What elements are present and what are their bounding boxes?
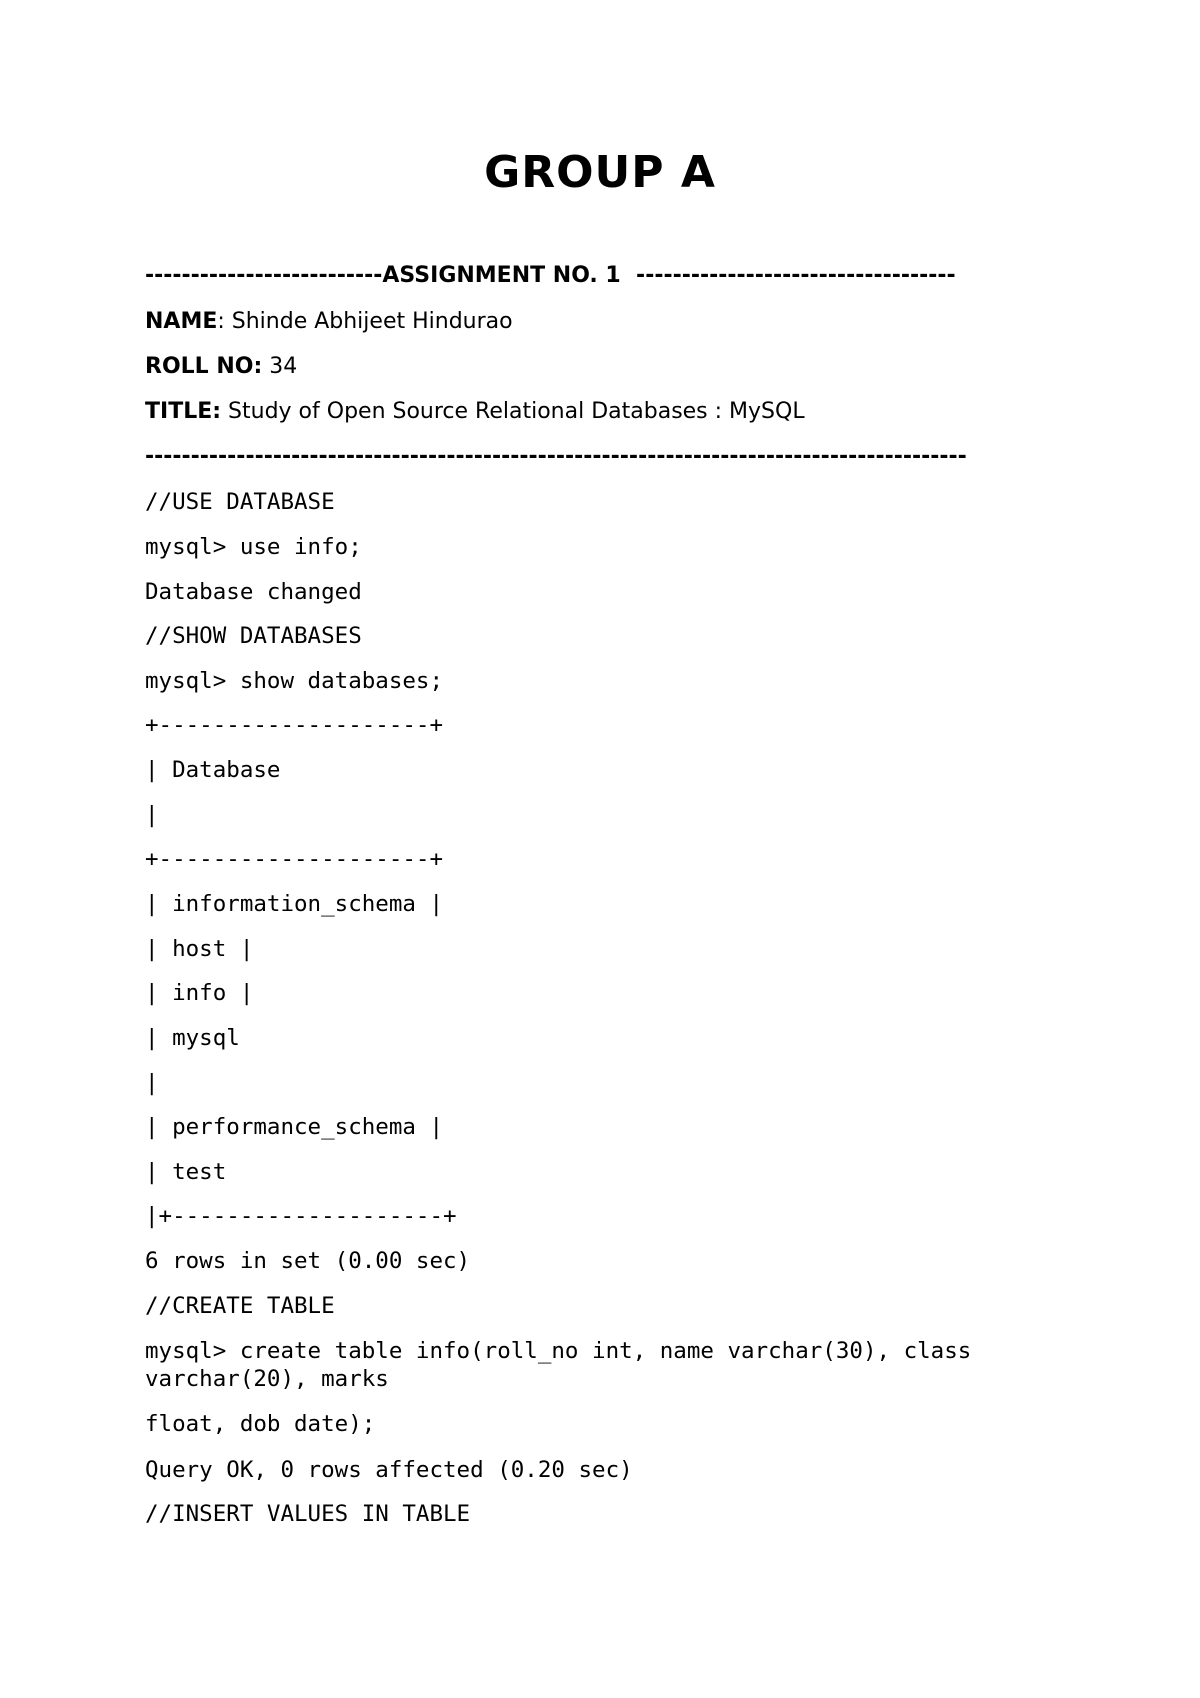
table-row: | performance_schema | — [145, 1114, 444, 1140]
name-field — [145, 308, 513, 336]
table-row: | info | — [145, 980, 254, 1006]
table-border: +--------------------+ — [145, 712, 444, 738]
code-line: mysql> use info; — [145, 534, 362, 560]
code-line: mysql> show databases; — [145, 668, 444, 694]
table-row: | mysql — [145, 1025, 240, 1051]
roll-field — [145, 353, 297, 381]
output-line: Database changed — [145, 579, 362, 605]
table-header: | Database — [145, 757, 281, 783]
table-row: | test — [145, 1159, 227, 1185]
table-row: | information_schema | — [145, 891, 444, 917]
code-line: varchar(20), marks — [145, 1366, 389, 1392]
output-line: Query OK, 0 rows affected (0.20 sec) — [145, 1457, 633, 1483]
output-line: 6 rows in set (0.00 sec) — [145, 1248, 471, 1274]
title-value: Study of Open Source Relational Databases : MySQL — [221, 399, 805, 424]
table-border: +--------------------+ — [145, 846, 444, 872]
separator-rule: ------------------------------------------------------------------------------------------ — [145, 444, 967, 469]
table-line: | — [145, 802, 159, 828]
table-row: | host | — [145, 936, 254, 962]
code-line: mysql> create table info(roll_no int, name varchar(30), class — [145, 1338, 972, 1364]
code-comment: //INSERT VALUES IN TABLE — [145, 1501, 471, 1527]
title-field — [145, 398, 805, 426]
page-title: GROUP A — [484, 147, 716, 198]
code-comment: //USE DATABASE — [145, 489, 335, 515]
title-label: TITLE: — [145, 399, 222, 424]
name-label: NAME — [145, 309, 218, 334]
roll-value: 34 — [262, 354, 298, 379]
table-line: | — [145, 1070, 159, 1096]
roll-label: ROLL NO: — [145, 354, 263, 379]
code-comment: //CREATE TABLE — [145, 1293, 335, 1319]
code-line: float, dob date); — [145, 1411, 376, 1437]
assignment-header-rule: --------------------------ASSIGNMENT NO. 1 ----------------------------------- — [145, 263, 956, 288]
table-border: |+--------------------+ — [145, 1203, 457, 1229]
code-comment: //SHOW DATABASES — [145, 623, 362, 649]
name-value: : Shinde Abhijeet Hindurao — [217, 309, 513, 334]
